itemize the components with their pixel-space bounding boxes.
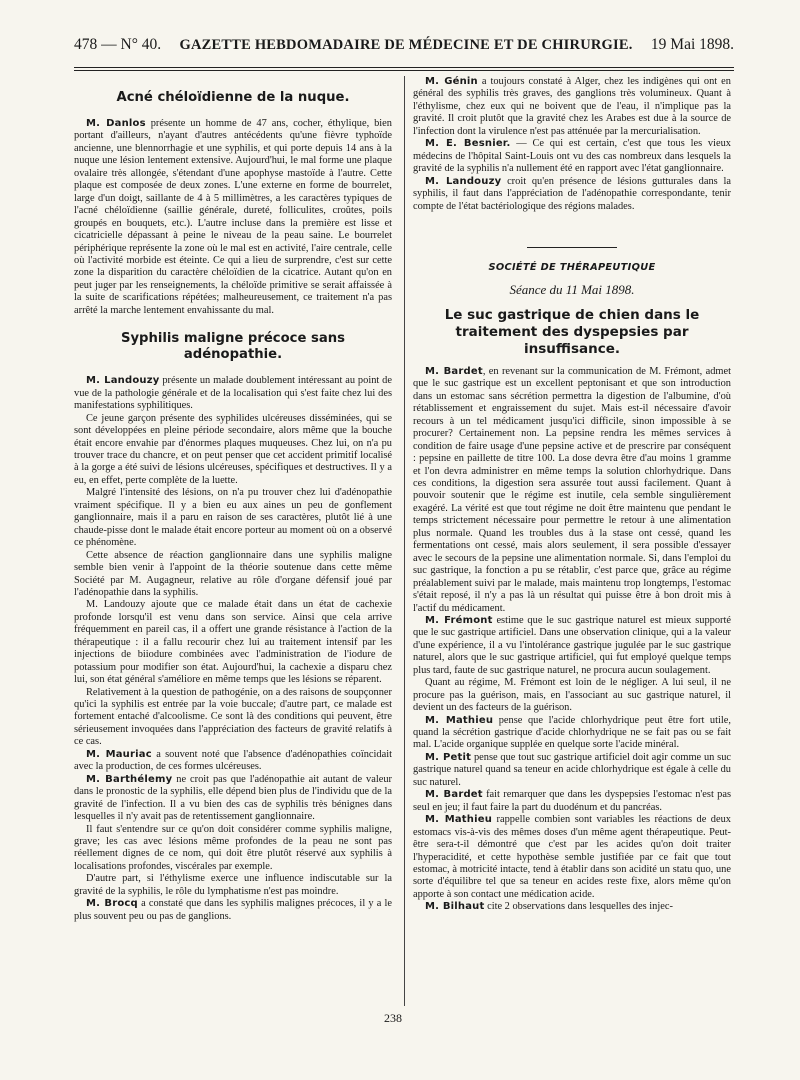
speaker-name: M. Petit xyxy=(425,751,472,763)
paragraph: M. Brocq a constaté que dans les syphilis malignes précoces, il y a le plus souvent peu ou pas de ganglions. xyxy=(74,898,393,922)
paragraph: M. Landouzy ajoute que ce malade était dans un état de cachexie profonde lorsqu'il est venu dans son service. Ainsi que cela arrive fréquemment en pareil cas, il a offert une grande résistance à l'action de la thérapeutique : il a fallu recourir chez lui au traitement intensif par les injections de biiodure combinées avec l'administration de l'iodure de potassium pour modifier son état. Aujourd'hui, la cachexie a disparu chez lui, son état général s'améliore en même temps que les lésions se réparent. xyxy=(74,599,392,686)
paragraph: Ce jeune garçon présente des syphilides ulcéreuses disséminées, qui se sont développées en pleine période secondaire, alors même que la bouche était encore envahie par d'énormes plaques muqueuses. Chez lui, on n'a pu trouver trace du chancre, et on peut penser que cet accident primitif localisé à la gorge a été suivi de lésions ulcéreuses, spécifiques et destructives. Il y a eu, en effet, perte complète de la luette. xyxy=(74,412,392,486)
speaker-name: M. Génin xyxy=(425,76,478,87)
paragraph: M. Bardet fait remarquer que dans les dyspepsies l'estomac n'est pas seul en jeu; il faut faire la part du duodénum et du pancréas. xyxy=(413,789,731,813)
speaker-name: M. Landouzy xyxy=(425,175,502,187)
paragraph: Malgré l'intensité des lésions, on n'a pu trouver chez lui d'adénopathie vraiment spécifique. Il y a bien eu aux aines un peu de gonflement ganglionnaire, mais il a paru en raison de ses caractères, plutôt lié à une chaude-pisse dont le malade était encore porteur au moment où on a observé ce phénomène. xyxy=(74,487,392,549)
header-rule xyxy=(74,67,734,68)
speaker-name: M. Frémont xyxy=(425,614,493,626)
paragraph: M. Mauriac a souvent noté que l'absence d'adénopathies coïncidait avec la production, de ces formes ulcéreuses. xyxy=(74,748,392,773)
left-column xyxy=(74,76,392,923)
speaker-name: M. E. Besnier. xyxy=(425,138,511,150)
speaker-name: M. Barthélemy xyxy=(86,773,173,785)
session-date: Séance du 11 Mai 1898. xyxy=(509,282,635,298)
paragraph: D'autre part, si l'éthylisme exerce une influence indiscutable sur la gravité de la syphilis, le rôle du lymphatisme n'est pas moindre. xyxy=(74,873,392,897)
paragraph: M. Bardet, en revenant sur la communication de M. Frémont, admet que le suc gastrique est un excellent peptonisant et que son introduction dans un estomac sans sécrétion permettra la digestion de l'albumine, d'où rétablissement et engraissement du sujet. Mais est-il nécessaire d'avoir recours à un tel médicament jusqu'ici difficile, sinon impossible à se procurer? Certainement non. La pepsine rendra les mêmes services à condition de faire usage d'une pepsine active et de prescrire par conséquent : pepsine en paillette de titre 100. La dose devra être d'au moins 1 gramme et l'on devra administrer en même temps la solution chlorhydrique. Dans ces conditions, la digestion sera assurée tout aussi facilement. Quant à pouvoir soutenir que le régime est inutile, cela semble singulièrement exagéré. La vérité est que tout régime ne doit être maintenu que pendant le temps strictement nécessaire pour permettre le retour à une alimentation plus normale. Quand les troubles dus à la stase ont cessé, quand les fermentations ont cessé, mais alors seulement, il sera possible d'essayer avec le secours de la pepsine une alimentation normale. Si, dans l'emploi du suc gastrique, la fonction a pu se rétablir, c'est parce que, grâce au régime préalablement suivi par le malade, mais maintenu trop longtemps, l'estomac s'était reposé, il n'y a pas là un résultat qui puisse être à bon droit mis à l'actif du médicament. xyxy=(413,365,731,614)
issue-date: 19 Mai 1898. xyxy=(650,36,734,53)
paragraph: M. Barthélemy ne croit pas que l'adénopathie ait autant de valeur dans le pronostic de la syphilis, elle dépend bien plus de l'individu que de la gravité de l'infection. Il a vu bien des cas de syphilis très bénignes dans lesquelles il n'y avait pas de retentissement ganglionnaire. xyxy=(74,773,392,823)
paragraph: M. Génin a toujours constaté à Alger, chez les indigènes qui ont en général des syphilis très graves, des ganglions très volumineux. Quant à l'éthylisme, chez eux qui ne boivent que de l'eau, il n'implique pas la gravité. Il croit plutôt que la gravité chez les Arabes est due à la source de l'infection dont la virulence n'est pas atténuée par la mercurialisation. xyxy=(413,76,731,137)
paragraph: M. Petit pense que tout suc gastrique artificiel doit agir comme un suc gastrique naturel quand sa teneur en acide chlorhydrique est égale à celle du suc naturel. xyxy=(413,751,732,788)
paragraph: Il faut s'entendre sur ce qu'on doit considérer comme syphilis maligne, grave; les cas avec lésions même profondes de la peau ne sont pas réellement dignes de ce nom, qui doit être plutôt réservé aux syphilis à localisations profondes, viscérales par exemple. xyxy=(74,823,392,872)
speaker-name: M. Landouzy xyxy=(86,375,160,387)
speaker-name: M. Bardet xyxy=(425,789,483,801)
paragraph: M. Bilhaut cite 2 observations dans lesquelles des injec- xyxy=(425,901,673,913)
speaker-name: M. Brocq xyxy=(86,898,138,910)
header-rule-double xyxy=(74,70,734,71)
speaker-name: M. Bardet xyxy=(425,365,483,377)
speaker-name: M. Mauriac xyxy=(86,748,152,760)
society-heading: SOCIÉTÉ DE THÉRAPEUTIQUE xyxy=(488,261,656,273)
paragraph: M. Danlos présente un homme de 47 ans, cocher, éthylique, bien portant d'ailleurs, n'ayant d'autres antécédents qu'une fièvre typhoïde ancienne, une blennorrhagie et une syphilis, et qui porte depuis 14 ans à la nuque une lésion lentement extensive. Aujourd'hui, le mal forme une plaque ovalaire très allongée, s'étendant d'une apophyse mastoïde à l'autre. Cette plaque est composée de deux zones. L'une externe en forme de bourrelet, large d'un doigt, saillante de 4 à 5 millimètres, a les caractères typiques de l'acné chéloïdienne (saillie générale, dureté, folliculites, croûtes, poils groupés en bouquets, etc.). L'autre incluse dans la première est lisse et cicatricielle dépassant à peine le niveau de la peau saine. Le bourrelet périphérique représente la zone où le mal est en activité, l'aire centrale, celle où l'activité morbide est éteinte. Ce qui a lieu de surprendre, c'est sur cette zone la disparition du caractère chéloïdien de la cicatrice. Autant qu'on en peut juger par les renseignements, la chéloïde primitive se serait affaissée à la suite de scarifications répétées; malheureusement, ce traitement n'a pas arrêté la marche lentement envahissante du mal. xyxy=(74,118,392,316)
running-header xyxy=(74,36,734,64)
page-number: 478 — N° 40. xyxy=(74,36,162,53)
paragraph: Relativement à la question de pathogénie, on a des raisons de soupçonner qu'ici la syphilis est entrée par la voie buccale; d'autre part, ce malade est fortement entaché d'alcoolisme. Ce sont là des conditions qui peuvent, être sérieusement invoquées dans l'appréciation des facteurs de gravité relatifs à ce cas. xyxy=(74,686,392,748)
speaker-name: M. Mathieu xyxy=(425,714,494,726)
section-title: Syphilis maligne précoce sans adénopathie. xyxy=(120,331,346,363)
section-separator xyxy=(527,247,617,248)
speaker-name: M. Bilhaut xyxy=(425,901,485,913)
paragraph: Quant au régime, M. Frémont est loin de le négliger. A lui seul, il ne procure pas la guérison, mais, en l'associant au suc gastrique naturel, il devient un des facteurs de la guérison. xyxy=(413,677,731,714)
speaker-name: M. Mathieu xyxy=(425,814,493,826)
right-column xyxy=(413,76,731,914)
section-title: Le suc gastrique de chien dans le traitement des dyspepsies par insuffisance. xyxy=(444,306,700,357)
paragraph: M. Mathieu pense que l'acide chlorhydrique peut être fort utile, quand la sécrétion gastrique d'acide chlorhydrique ne se fait pas ou se fait mal. L'acide organique supplée en quelque sorte l'acide minéral. xyxy=(413,714,731,751)
paragraph: M. E. Besnier. — Ce qui est certain, c'est que tous les vieux médecins de l'hôpital Saint-Louis ont vu des cas nombreux dans lesquels la gravité de la syphilis n'a nullement été en rapport avec l'état ganglionnaire. xyxy=(413,138,731,175)
speaker-name: M. Danlos xyxy=(86,118,146,129)
paragraph: M. Mathieu rappelle combien sont variables les réactions de deux estomacs vis-à-vis des mêmes doses d'un même agent thérapeutique. Peut-être sera-t-il démontré que c'est par les acides qu'on doit traiter l'hyperacidité, et cette hypothèse semble justifiée par ce fait que tout estomac, à motricité intacte, tend à établir dans son acidité un statu quo, une sorte d'équilibre tel que sa teneur en acides reste fixe, alors même qu'on apporte à son contact une médication acide. xyxy=(413,814,731,900)
paragraph: Cette absence de réaction ganglionnaire dans une syphilis maligne semble bien venir à l'appoint de la théorie soutenue dans cette même Société par M. Augagneur, relative au rôle d'organe défensif joué par l'adénopathie dans la syphilis. xyxy=(74,549,392,598)
journal-title: GAZETTE HEBDOMADAIRE DE MÉDECINE ET DE CHIRURGIE. xyxy=(179,37,633,53)
paragraph: M. Landouzy présente un malade doublement intéressant au point de vue de la pathologie générale et de la localisation qui s'est faite chez lui des manifestations syphilitiques. xyxy=(74,375,392,412)
section-title: Acné chéloïdienne de la nuque. xyxy=(116,90,350,105)
paragraph: M. Landouzy croit qu'en présence de lésions gutturales dans la syphilis, il faut dans l'appréciation de l'adénopathie correspondante, tenir compte de l'état bactériologique des régions malades. xyxy=(413,175,731,212)
column-divider xyxy=(404,76,405,1006)
folio-number: 238 xyxy=(384,1011,402,1025)
paragraph: M. Frémont estime que le suc gastrique naturel est mieux supporté que le suc gastrique artificiel. Dans une observation clinique, qui a la valeur d'une expérience, il a vu l'intolérance gastrique jugulée par le suc gastrique naturel, alors que le suc gastrique artificiel, qui fut employé quelque temps plus tard, faute de suc gastrique naturel, ne procura aucun soulagement. xyxy=(413,614,732,676)
